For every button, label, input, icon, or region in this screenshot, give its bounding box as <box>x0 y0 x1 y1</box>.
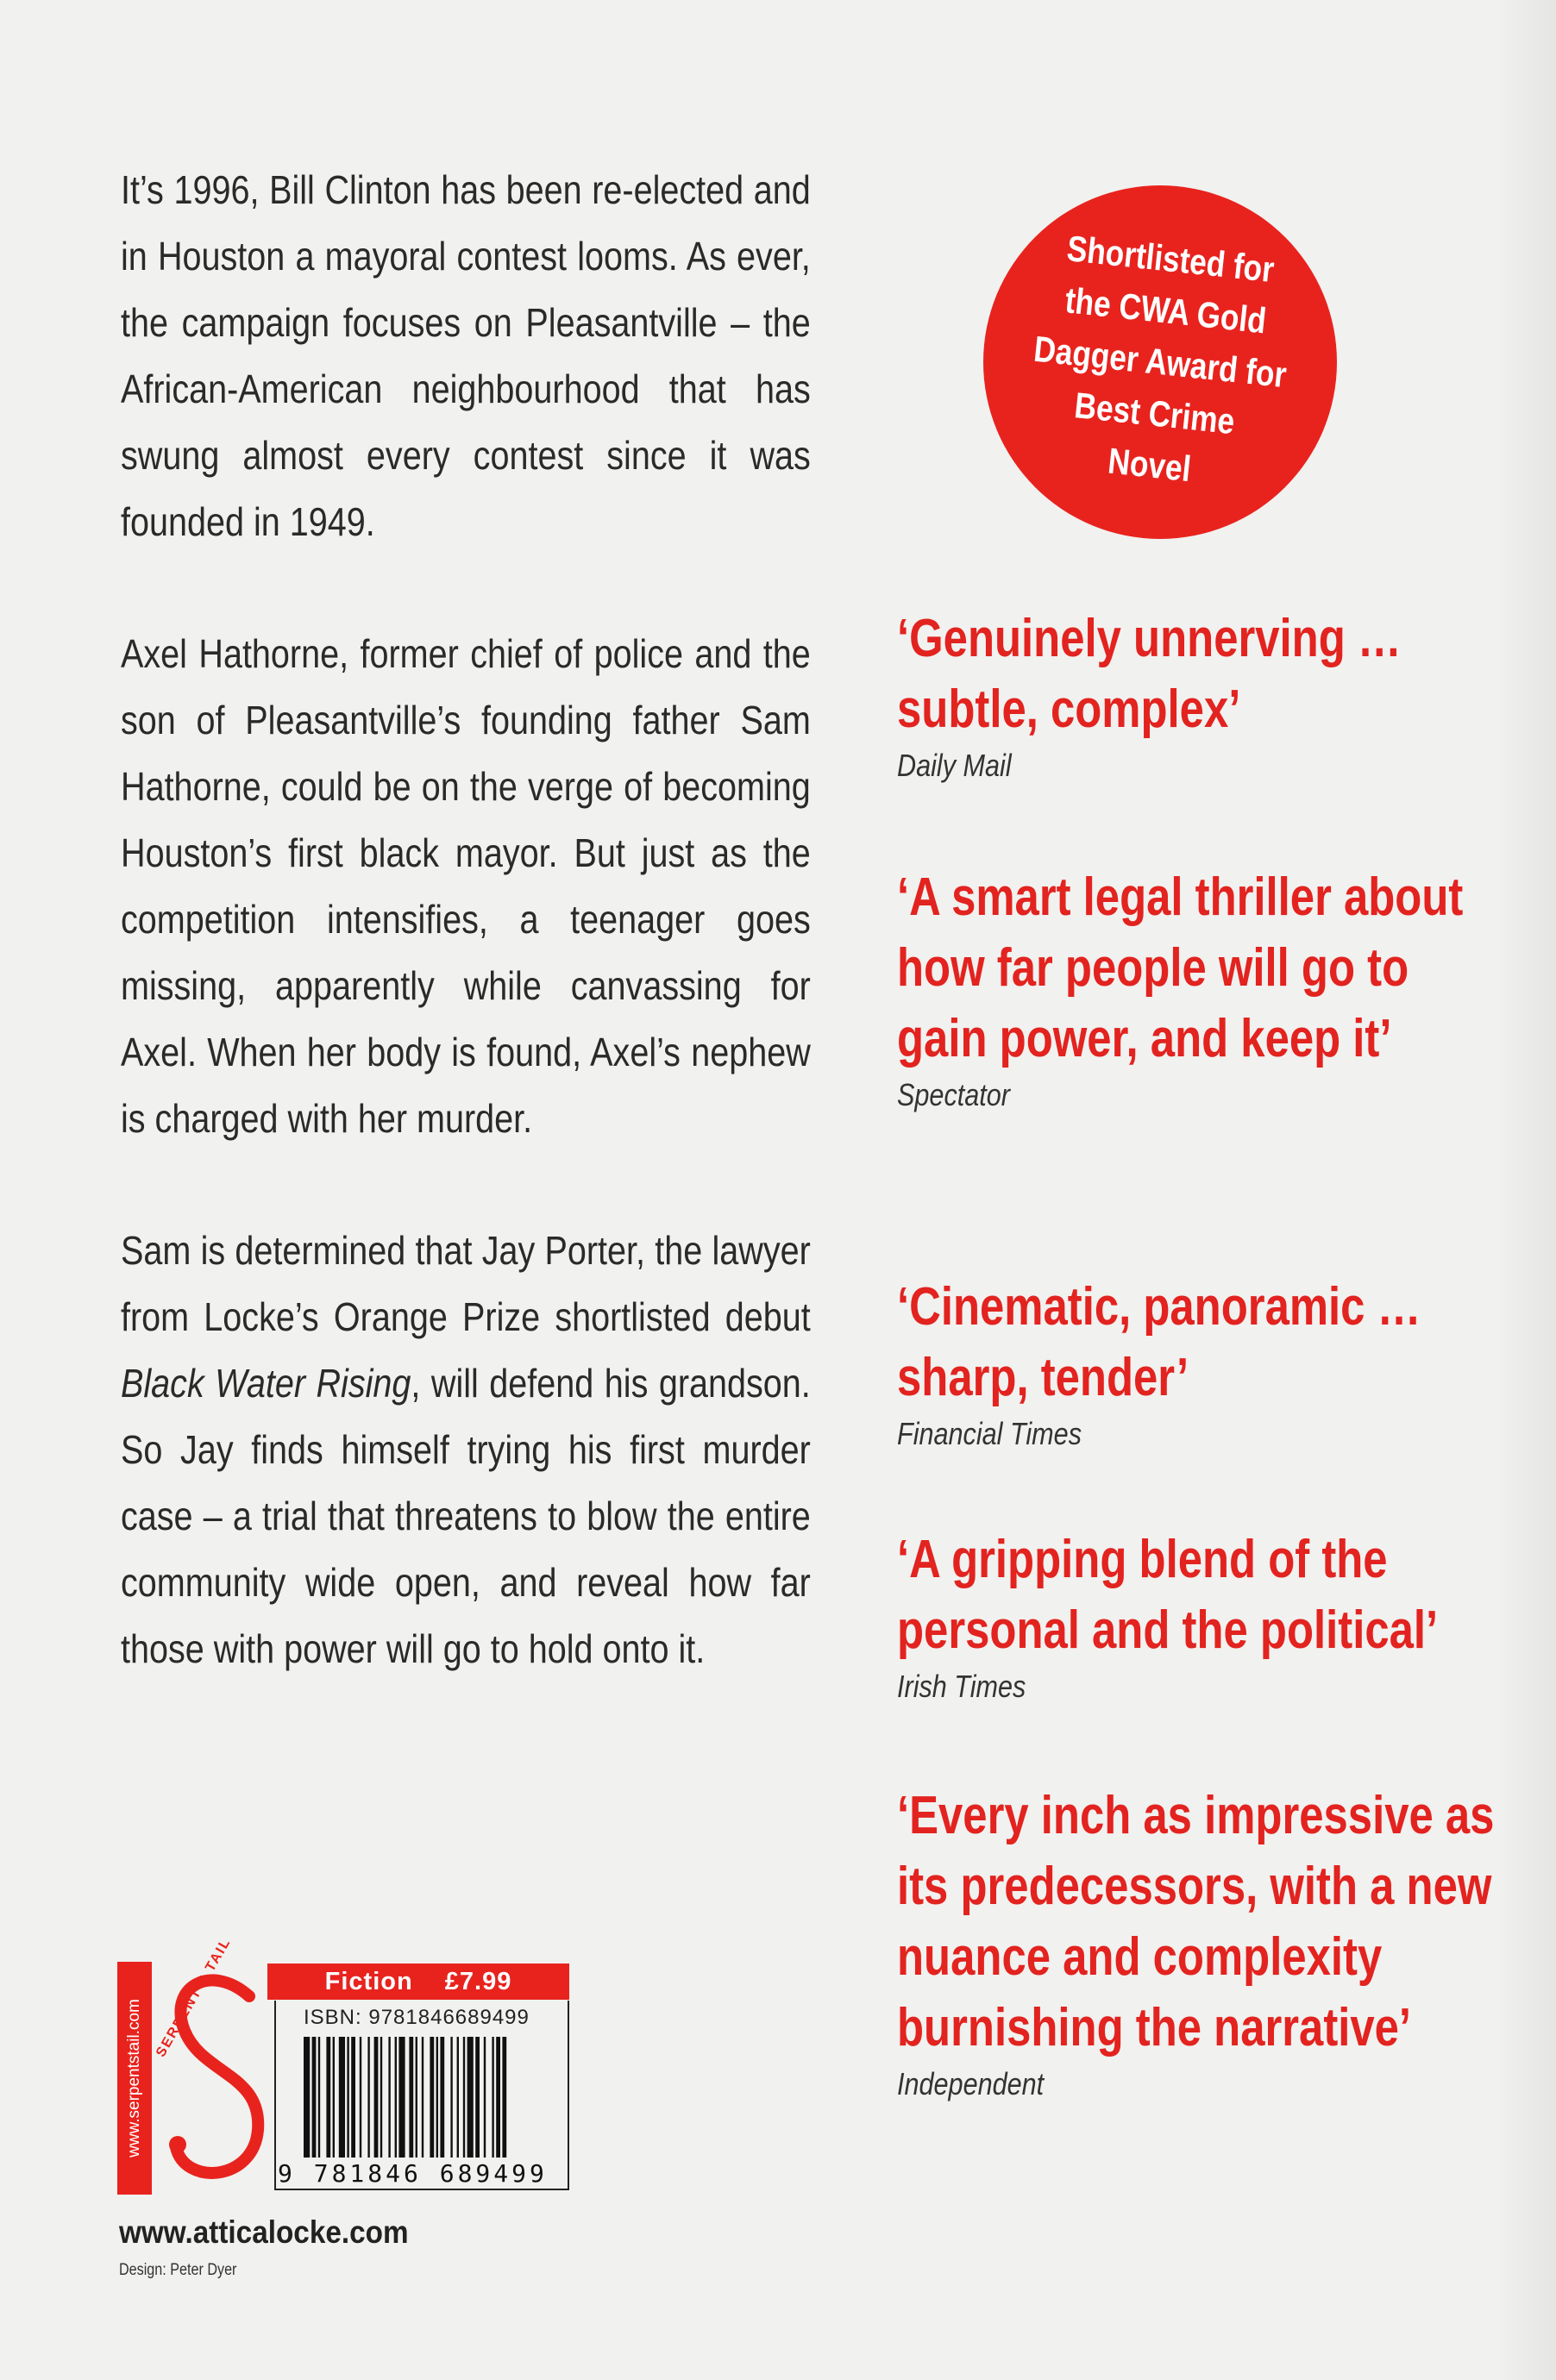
barcode-bar <box>326 2037 330 2158</box>
barcode-bar <box>380 2037 382 2158</box>
author-website: www.atticalocke.com <box>119 2214 409 2250</box>
barcode-bar <box>339 2037 345 2158</box>
barcode-bar <box>374 2037 379 2158</box>
review-quote: ‘A gripping blend of the personal and the political’ <box>897 1530 1439 1660</box>
blurb-paragraph-1: It’s 1996, Bill Clinton has been re-elected and in Houston a mayoral contest looms. As ever, the campaign focuses on Pleasantville – the African-American neighbourhood that has swung almost every contest since it was founded in 1949. <box>121 167 811 544</box>
barcode-bar <box>475 2037 480 2158</box>
review-irish-times <box>897 1525 1501 1706</box>
barcode-bar <box>430 2037 434 2158</box>
review-source: Daily Mail <box>897 748 1012 783</box>
price-label: £7.99 <box>444 1968 512 1995</box>
design-credit: Design: Peter Dyer <box>119 2261 237 2279</box>
review-daily-mail <box>897 604 1501 785</box>
barcode-bar <box>351 2037 355 2158</box>
award-line: Shortlisted for <box>1065 228 1277 291</box>
review-quote: ‘Every inch as impressive as its predecessors, with a new nuance and complexity burnishing the narrative’ <box>897 1786 1495 2057</box>
barcode-bar <box>457 2037 459 2158</box>
barcode-bar <box>502 2037 506 2158</box>
review-source: Financial Times <box>897 1416 1082 1451</box>
award-line: Novel <box>1106 440 1193 490</box>
barcode-bar <box>450 2037 452 2158</box>
award-badge <box>983 185 1337 539</box>
category-label: Fiction <box>324 1968 413 1995</box>
price-bar <box>267 1964 569 2000</box>
barcode-bar <box>367 2037 369 2158</box>
isbn-label: ISBN: 9781846689499 <box>304 2006 530 2029</box>
barcode-digits: 9 781846 689499 <box>278 2159 548 2188</box>
barcode-bar <box>388 2037 390 2158</box>
review-quote: ‘A smart legal thriller about how far people will go to gain power, and keep it’ <box>897 867 1464 1068</box>
barcode-bar <box>484 2037 486 2158</box>
blurb-paragraph-2: Axel Hathorne, former chief of police and the son of Pleasantville’s founding father Sam Hathorne, could be on the verge of becoming Houston’s first black mayor. But just as the competition intensifies, a teenager goes missing, apparently while canvassing for Axel. When her body is found, Axel’s nephew is charged with her murder. <box>121 631 811 1141</box>
award-line: the CWA Gold <box>1063 279 1269 341</box>
barcode-bar <box>492 2037 493 2158</box>
barcode-icon <box>304 2037 559 2158</box>
barcode-bar <box>318 2037 320 2158</box>
blurb <box>121 157 811 1748</box>
barcode-bar <box>467 2037 474 2158</box>
review-quote: ‘Cinematic, panoramic … sharp, tender’ <box>897 1277 1421 1407</box>
barcode-bar <box>496 2037 500 2158</box>
review-source: Irish Times <box>897 1669 1026 1704</box>
award-line: Dagger Award for <box>1032 328 1289 396</box>
blurb-paragraph-3-end: , will defend his grandson. So Jay finds himself trying his first murder case – a trial that threatens to blow the entire community wide open, and reveal how far those with power will go to hold onto it. <box>121 1361 811 1671</box>
blurb-paragraph-3-start: Sam is determined that Jay Porter, the lawyer from Locke’s Orange Prize shortlisted debut <box>121 1228 811 1339</box>
publisher-url: www.serpentstail.com <box>125 1999 143 2158</box>
review-source: Spectator <box>897 1077 1010 1112</box>
barcode-bar <box>333 2037 335 2158</box>
barcode-bar <box>422 2037 424 2158</box>
award-badge-text <box>966 168 1355 557</box>
barcode-bar <box>416 2037 417 2158</box>
award-line: Best Crime <box>1072 385 1237 442</box>
review-quote: ‘Genuinely unnerving … subtle, complex’ <box>897 609 1402 739</box>
barcode-bar <box>436 2037 438 2158</box>
barcode-bar <box>409 2037 413 2158</box>
review-spectator <box>897 862 1501 1114</box>
spine-shadow <box>1496 0 1556 2380</box>
book-title-reference: Black Water Rising <box>121 1361 411 1406</box>
barcode-bar <box>398 2037 405 2158</box>
barcode-bar <box>312 2037 317 2158</box>
publisher-name: SERPENT'S TAIL <box>154 1935 235 2060</box>
barcode-bar <box>440 2037 444 2158</box>
barcode-bar <box>347 2037 348 2158</box>
barcode-bar <box>395 2037 397 2158</box>
review-financial-times <box>897 1272 1501 1453</box>
barcode-bar <box>304 2037 310 2158</box>
serpent-s-icon <box>159 1962 279 2195</box>
barcode-bar <box>463 2037 465 2158</box>
review-source: Independent <box>897 2066 1045 2101</box>
publisher-url-bar <box>117 1962 152 2195</box>
review-independent <box>897 1781 1501 2103</box>
blurb-paragraph-3 <box>121 1218 811 1682</box>
barcode-bar <box>360 2037 361 2158</box>
